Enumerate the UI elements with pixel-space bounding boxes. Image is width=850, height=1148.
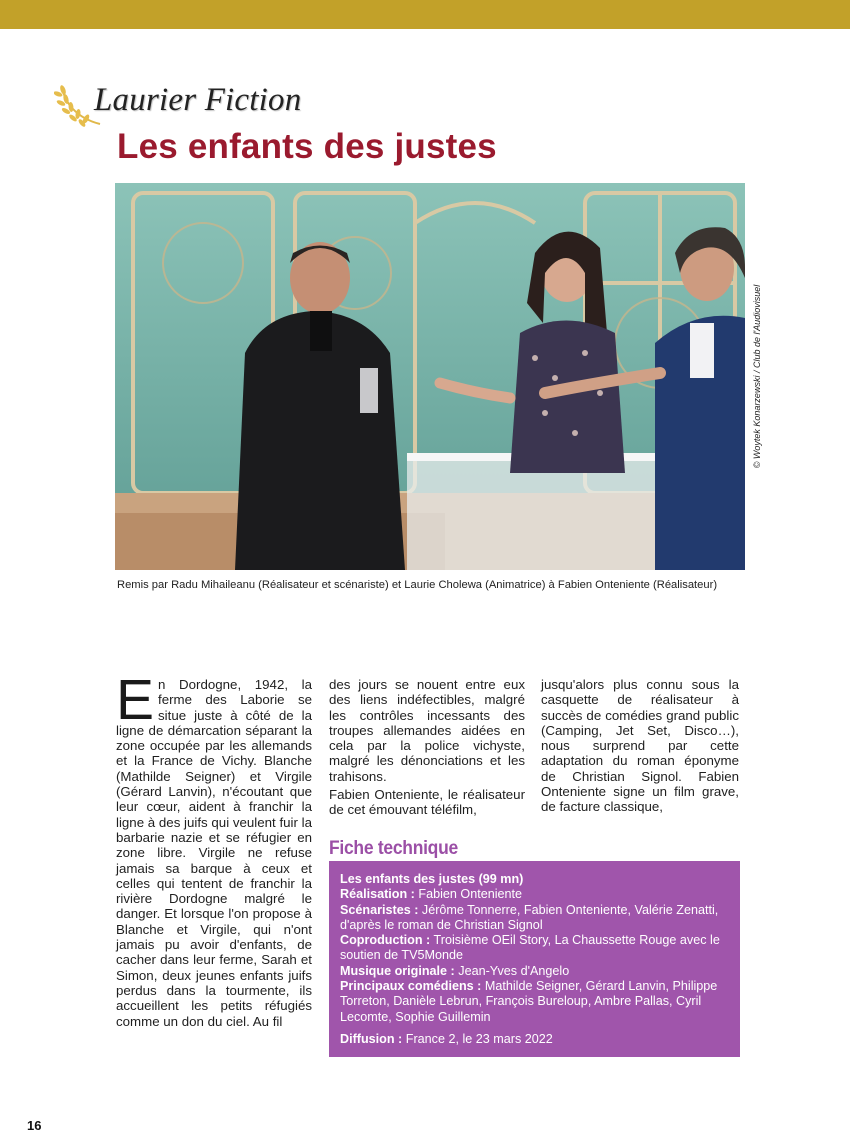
fiche-diffusion: Diffusion : France 2, le 23 mars 2022 bbox=[340, 1031, 553, 1046]
article-column-2 bbox=[329, 677, 525, 821]
fiche-musique: Musique originale : Jean-Yves d'Angelo bbox=[340, 963, 570, 978]
column-2-paragraph-2: Fabien Onteniente, le réalisateur de cet émouvant téléfilm, bbox=[329, 787, 525, 818]
photo-credit: © Woytek Konarzewski / Club de l'Audiovisuel bbox=[752, 284, 762, 469]
fiche-coproduction: Coproduction : Troisième OEil Story, La Chaussette Rouge avec le soutien de TV5Monde bbox=[340, 933, 720, 963]
column-1-text: n Dordogne, 1942, la ferme des Laborie se situe juste à côté de la ligne de démarcation séparant la zone occupée par les allemands et la France de Vichy. Blanche (Mathilde Seigner) et Virgile (Gérard Lanvin), n'écoutant que leur cœur, aident à franchir la ligne à des juifs qui veulent fuir la barbarie nazie et se réfugier en zone libre. Virgile ne refuse jamais sa barque à ceux et celles qui tentent de franchir la rivière Dordogne malgré le danger. Et lorsque l'on propose à Blanche et Virgile, qui n'ont jamais pu avoir d'enfants, de cacher dans leur ferme, Sarah et Simon, deux jeunes enfants juifs perdus dans la tourmente, ils accueillent les petits réfugiés comme un don du ciel. Au fil bbox=[116, 677, 312, 1029]
drop-cap: E bbox=[116, 668, 155, 732]
fiche-scenaristes: Scénaristes : Jérôme Tonnerre, Fabien Onteniente, Valérie Zenatti, d'après le roman de Christian Signol bbox=[340, 902, 719, 932]
article-column-1 bbox=[116, 668, 312, 1029]
fiche-box bbox=[329, 861, 740, 1057]
award-photo bbox=[115, 183, 745, 570]
category-label: Laurier Fiction bbox=[94, 82, 302, 118]
photo-caption: Remis par Radu Mihaileanu (Réalisateur et scénariste) et Laurie Cholewa (Animatrice) à Fabien Onteniente (Réalisateur) bbox=[117, 579, 718, 591]
article-column-3 bbox=[541, 677, 739, 818]
column-2-paragraph-1: des jours se nouent entre eux des liens indéfectibles, malgré les contrôles incessants des troupes allemandes aidées en cela par la police vichyste, malgré les dénonciations et les trahisons. bbox=[329, 677, 525, 784]
article-title: Les enfants des justes bbox=[117, 127, 497, 166]
fiche-heading: Fiche technique bbox=[329, 838, 458, 859]
fiche-film: Les enfants des justes (99 mn) bbox=[340, 872, 524, 886]
fiche-realisation: Réalisation : Fabien Onteniente bbox=[340, 887, 523, 902]
fiche-comediens: Principaux comédiens : Mathilde Seigner, Gérard Lanvin, Philippe Torreton, Danièle Lebrun, François Bureloup, Ambre Pallas, Cyril Lecomte, Sophie Guillemin bbox=[340, 979, 718, 1024]
column-3-text: jusqu'alors plus connu sous la casquette de réalisateur à succès de comédies grand public (Camping, Jet Set, Disco…), nous surprend par cette adaptation du roman éponyme de Christian Signol. Fabien Onteniente signe un film grave, de facture classique, bbox=[541, 677, 739, 815]
page-number: 16 bbox=[27, 1118, 42, 1133]
top-color-band bbox=[0, 0, 850, 29]
